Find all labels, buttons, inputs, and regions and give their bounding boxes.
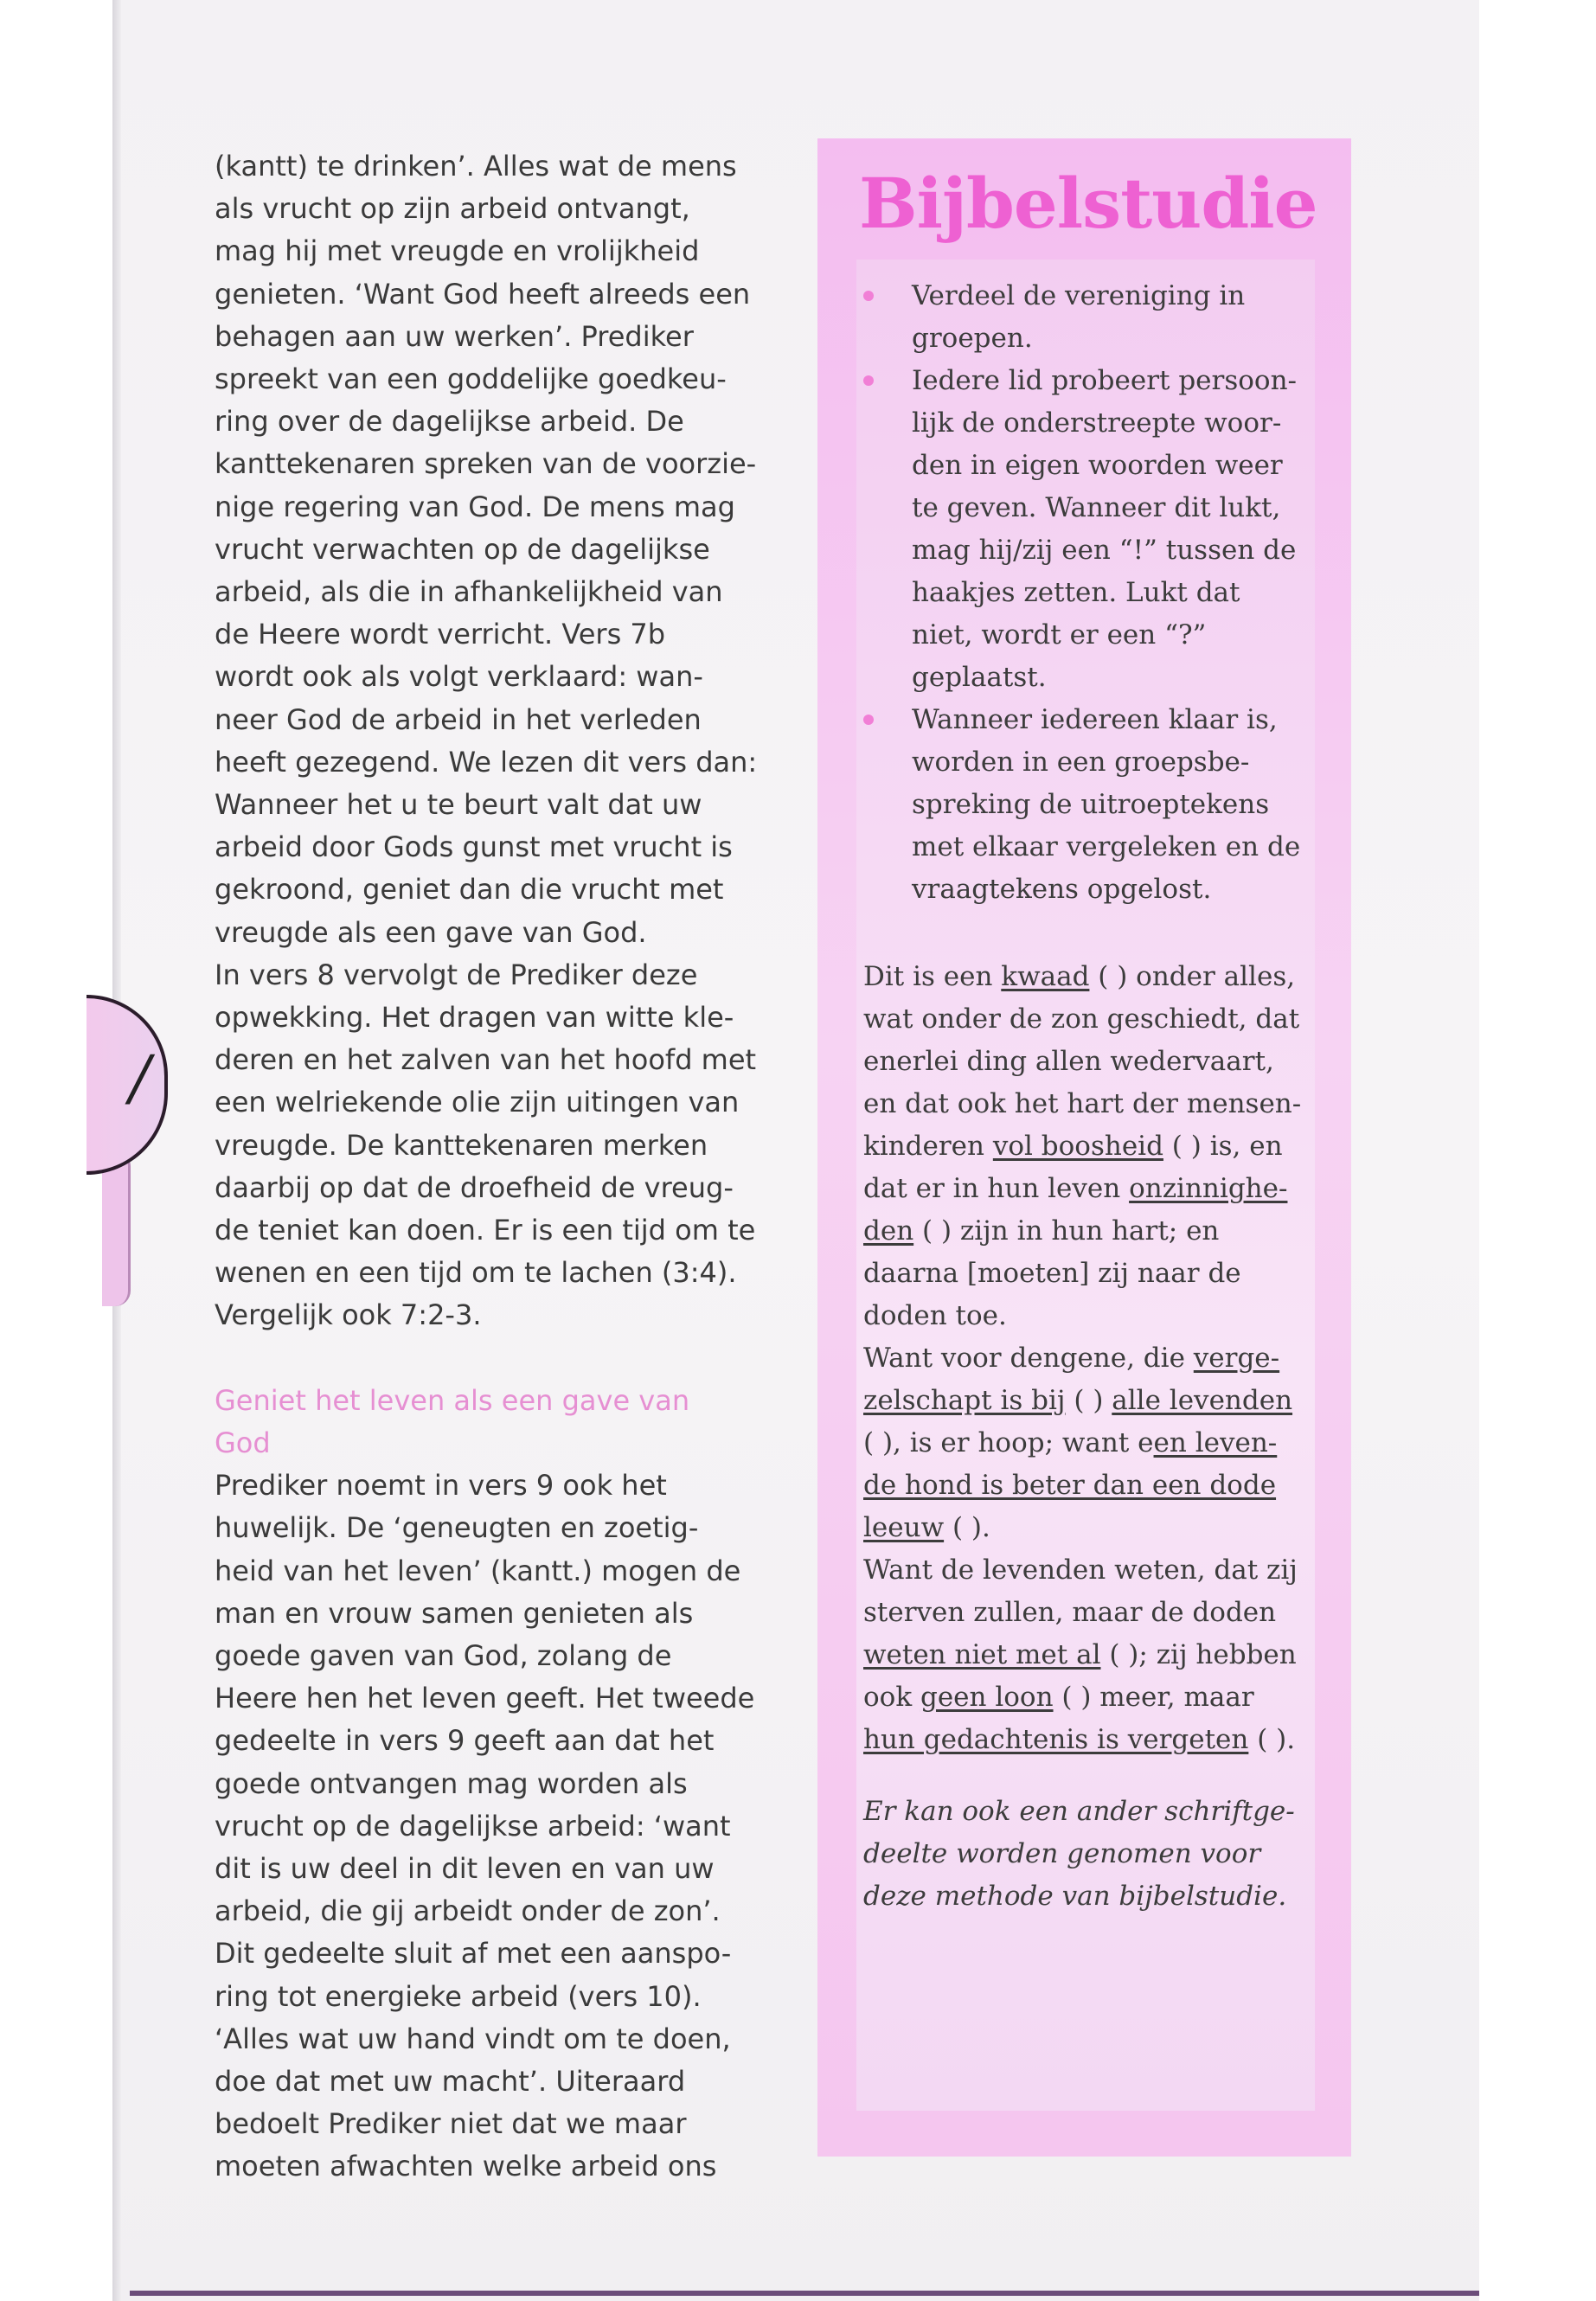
text-line: Heere hen het leven geeft. Het tweede (215, 1682, 755, 1715)
subheading-line: Geniet het leven als een gave van (215, 1383, 690, 1417)
scripture-line: en dat ook het hart der mensen- (863, 1088, 1302, 1119)
text-line: huwelijk. De ‘geneugten en zoetig- (215, 1511, 699, 1545)
instruction-line: Iedere lid probeert persoon- (912, 365, 1298, 396)
text-line: goede ontvangen mag worden als (215, 1766, 688, 1800)
underlined-word: vol boosheid (992, 1131, 1163, 1162)
text-line: doe dat met uw macht’. Uiteraard (215, 2064, 686, 2098)
instruction-list (863, 275, 1330, 911)
instruction-line: den in eigen woorden weer (912, 450, 1283, 481)
text-line: daarbij op dat de droefheid de vreug- (215, 1170, 734, 1204)
underlined-word: kwaad (1001, 961, 1090, 992)
text-line: ring over de dagelijkse arbeid. De (215, 405, 684, 439)
index-tab-lower (102, 1150, 131, 1306)
text-line: ‘Alles wat uw hand vindt om te doen, (215, 2022, 731, 2055)
text-line: deren en het zalven van het hoofd met (215, 1043, 757, 1077)
scripture-line: daarna [moeten] zij naar de (863, 1258, 1241, 1289)
instruction-item (863, 360, 1330, 699)
instruction-line: met elkaar vergeleken en de (912, 831, 1301, 862)
text-line: gedeelte in vers 9 geeft aan dat het (215, 1724, 715, 1758)
subheading-line: God (215, 1426, 271, 1459)
paragraph-1 (215, 145, 768, 1337)
scripture-text: ( ). (1248, 1724, 1296, 1755)
text-line: kanttekenaren spreken van de voorzie- (215, 447, 757, 481)
instruction-line: vraagtekens opgelost. (912, 874, 1212, 905)
text-line: neer God de arbeid in het verleden (215, 702, 702, 736)
scripture-text: Dit is een (863, 961, 1002, 992)
scripture-text: ( ). (944, 1512, 990, 1543)
instruction-item (863, 275, 1330, 360)
scripture-line: wat onder de zon geschiedt, dat (863, 1003, 1300, 1035)
text-line: arbeid, als die in afhankelijkheid van (215, 575, 723, 609)
text-line: mag hij met vreugde en vrolijkheid (215, 234, 700, 268)
underlined-word: verge- (1193, 1343, 1280, 1374)
section-subheading (215, 1380, 768, 1465)
instruction-line: lijk de onderstreepte woor- (912, 407, 1282, 439)
underlined-word: geen loon (920, 1682, 1054, 1713)
text-line: (kantt) te drinken’. Alles wat de mens (215, 150, 737, 183)
note-line: deze methode van bijbelstudie. (863, 1881, 1287, 1912)
underlined-word: hun gedachtenis is vergeten (863, 1724, 1249, 1755)
scripture-text: ( ) onder alles, (1089, 961, 1296, 992)
underlined-word: zelschapt is bij (863, 1385, 1066, 1416)
scripture-text: ( ) (1065, 1385, 1112, 1416)
text-line: Vergelijk ook 7:2-3. (215, 1298, 482, 1332)
text-line: de teniet kan doen. Er is een tijd om te (215, 1214, 756, 1247)
underlined-word: en leven- (1153, 1427, 1278, 1458)
text-line: genieten. ‘Want God heeft alreeds een (215, 277, 751, 311)
index-tab-glyph: / (130, 1042, 151, 1113)
scripture-text: ook (863, 1682, 920, 1713)
text-line: vrucht verwachten op de dagelijkse (215, 532, 710, 566)
alternative-passage-note (863, 1791, 1348, 1918)
instruction-item (863, 699, 1330, 911)
scripture-text: Want voor dengene, die (863, 1343, 1194, 1374)
text-line: een welriekende olie zijn uitingen van (215, 1086, 740, 1119)
text-line: heeft gezegend. We lezen dit vers dan: (215, 745, 758, 779)
bullet-dot-icon (863, 291, 874, 301)
text-line: wenen en een tijd om te lachen (3:4). (215, 1256, 737, 1290)
scripture-text: ( ); zij hebben (1100, 1639, 1297, 1670)
instruction-line: geplaatst. (912, 662, 1047, 693)
paragraph-2 (215, 1465, 768, 2188)
text-line: Dit gedeelte sluit af met een aanspo- (215, 1937, 732, 1971)
text-line: behagen aan uw werken’. Prediker (215, 319, 694, 353)
instruction-line: niet, wordt er een “?” (912, 619, 1207, 651)
instruction-line: worden in een groepsbe- (912, 747, 1250, 778)
text-line: In vers 8 vervolgt de Prediker deze (215, 958, 698, 991)
scripture-text: ( ) is, en (1163, 1131, 1283, 1162)
text-line: ring tot energieke arbeid (vers 10). (215, 1979, 702, 2013)
scripture-text: ( ), is er hoop; want e (863, 1427, 1154, 1458)
note-line: Er kan ook een ander schriftge- (863, 1796, 1295, 1827)
scripture-text: kinderen (863, 1131, 993, 1162)
note-line: deelte worden genomen voor (863, 1838, 1261, 1869)
instruction-line: groepen. (912, 323, 1033, 354)
instruction-line: haakjes zetten. Lukt dat (912, 577, 1240, 608)
text-line: gekroond, geniet dan die vrucht met (215, 873, 724, 907)
underlined-word: onzinnighe- (1129, 1173, 1288, 1204)
text-line: Wanneer het u te beurt valt dat uw (215, 788, 702, 822)
text-line: bedoelt Prediker niet dat we maar (215, 2107, 687, 2141)
text-line: als vrucht op zijn arbeid ontvangt, (215, 192, 690, 226)
text-line: spreekt van een goddelijke goedkeu- (215, 362, 727, 396)
scripture-text: ( ) meer, maar (1053, 1682, 1254, 1713)
bottom-rule (130, 2291, 1479, 2296)
scripture-line: doden toe. (863, 1300, 1007, 1331)
underlined-word: weten niet met al (863, 1639, 1101, 1670)
text-line: opwekking. Het dragen van witte kle- (215, 1001, 734, 1035)
text-line: heid van het leven’ (kantt.) mogen de (215, 1554, 741, 1587)
instruction-line: te geven. Wanneer dit lukt, (912, 492, 1281, 523)
instruction-line: spreking de uitroeptekens (912, 789, 1270, 820)
underlined-word: alle levenden (1112, 1385, 1293, 1416)
scripture-line: enerlei ding allen wedervaart, (863, 1046, 1274, 1077)
scripture-passage (863, 956, 1348, 1761)
text-line: vrucht op de dagelijkse arbeid: ‘want (215, 1809, 731, 1843)
text-line: arbeid door Gods gunst met vrucht is (215, 830, 733, 864)
text-line: moeten afwachten welke arbeid ons (215, 2150, 717, 2183)
text-line: Prediker noemt in vers 9 ook het (215, 1469, 667, 1503)
text-line: man en vrouw samen genieten als (215, 1596, 694, 1630)
text-line: nige regering van God. De mens mag (215, 490, 735, 523)
text-line: wordt ook als volgt verklaard: wan- (215, 660, 703, 694)
underlined-word: den (863, 1215, 914, 1247)
text-line: goede gaven van God, zolang de (215, 1638, 672, 1672)
text-line: dit is uw deel in dit leven en van uw (215, 1851, 715, 1885)
scripture-text: ( ) zijn in hun hart; en (913, 1215, 1220, 1247)
bullet-dot-icon (863, 375, 874, 386)
scripture-text: dat er in hun leven (863, 1173, 1130, 1204)
instruction-line: mag hij/zij een “!” tussen de (912, 535, 1297, 566)
underlined-word: leeuw (863, 1512, 945, 1543)
left-column-text (215, 145, 768, 2189)
bullet-dot-icon (863, 715, 874, 725)
scripture-line: Want de levenden weten, dat zij (863, 1554, 1298, 1586)
bible-study-title: Bijbelstudie (859, 163, 1317, 244)
text-line: arbeid, die gij arbeidt onder de zon’. (215, 1894, 721, 1928)
text-line: de Heere wordt verricht. Vers 7b (215, 618, 666, 651)
text-line: vreugde als een gave van God. (215, 915, 647, 949)
scripture-line: sterven zullen, maar de doden (863, 1597, 1277, 1628)
instruction-line: Verdeel de vereniging in (912, 280, 1246, 311)
instruction-line: Wanneer iedereen klaar is, (912, 704, 1278, 735)
text-line: vreugde. De kanttekenaren merken (215, 1128, 708, 1162)
underlined-word: de hond is beter dan een dode (863, 1470, 1277, 1501)
